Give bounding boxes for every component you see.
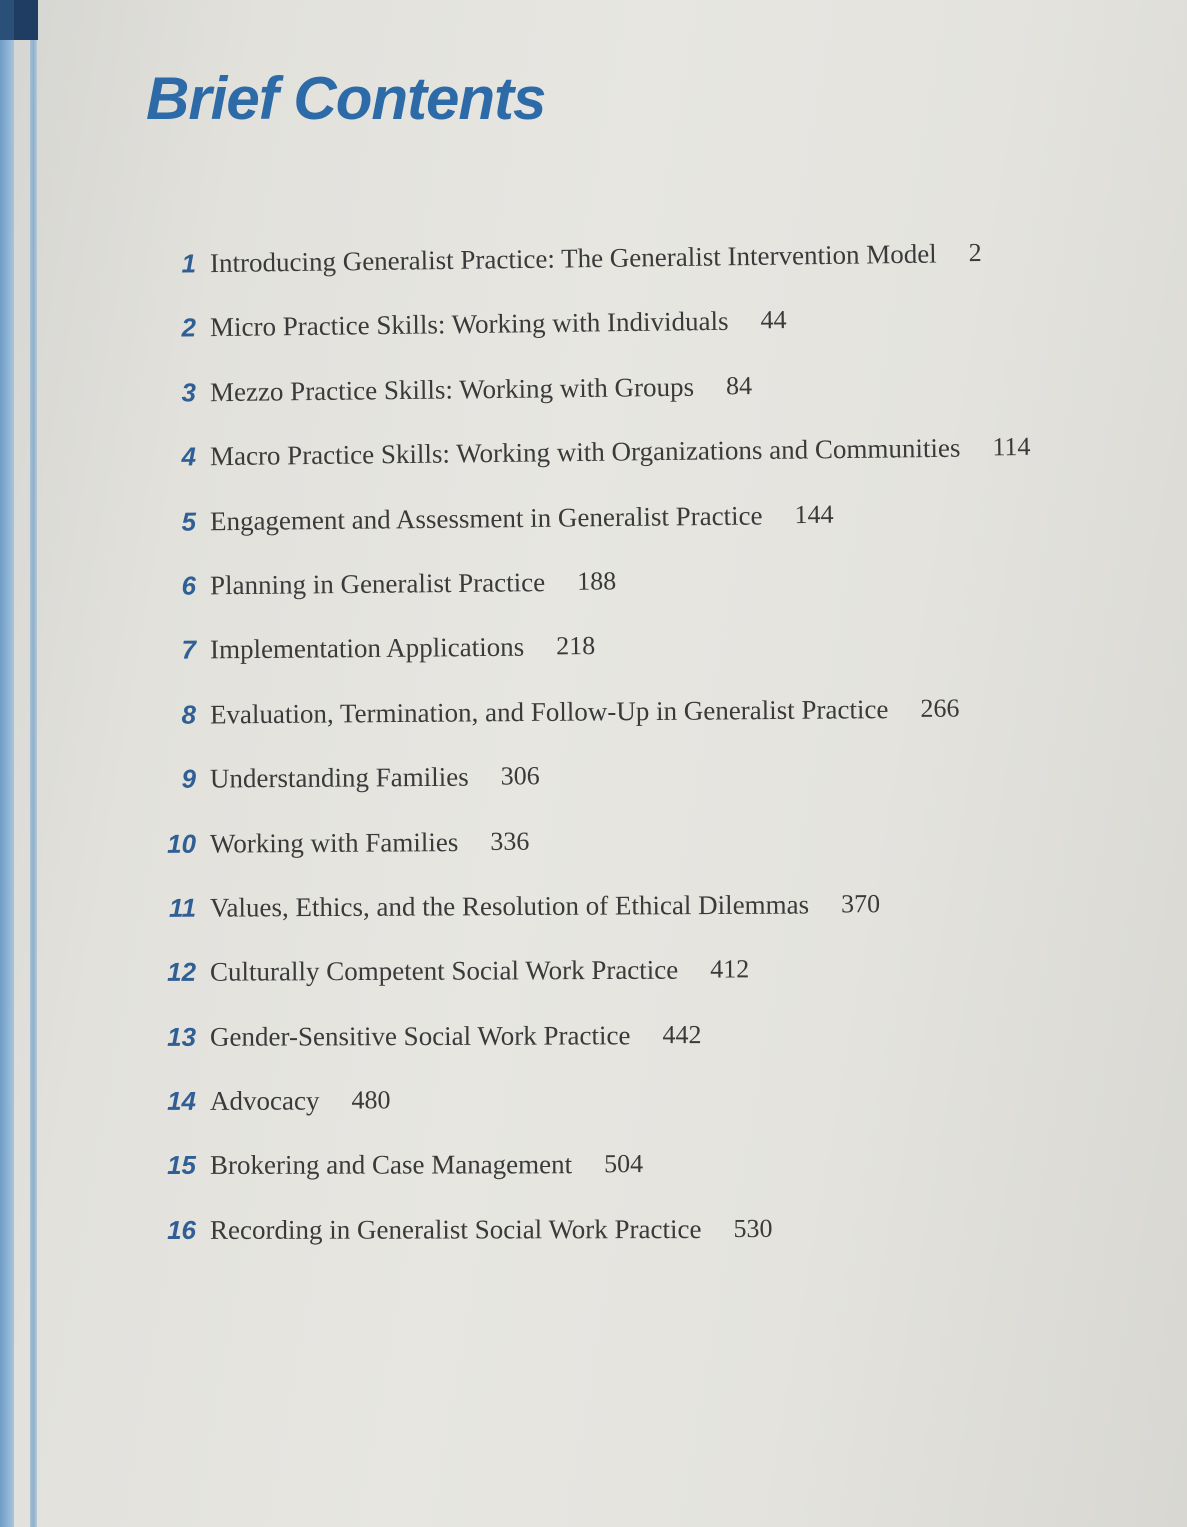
chapter-title[interactable]: Recording in Generalist Social Work Practice: [209, 1213, 702, 1245]
toc-entry[interactable]: [140, 675, 1160, 747]
chapter-page-number: 188: [576, 566, 617, 596]
chapter-number: 7: [181, 634, 197, 665]
chapter-title[interactable]: Brokering and Case Management: [209, 1149, 573, 1181]
chapter-number: 14: [167, 1085, 197, 1116]
chapter-page-number: 144: [794, 499, 834, 529]
toc-entry[interactable]: [140, 479, 1161, 554]
chapter-title[interactable]: Advocacy: [209, 1085, 320, 1116]
chapter-page-number: 2: [968, 238, 982, 268]
toc-entry[interactable]: [140, 414, 1161, 490]
toc-entry[interactable]: [140, 1132, 1160, 1198]
chapter-title[interactable]: Culturally Competent Social Work Practice: [209, 954, 679, 987]
chapter-number: 12: [167, 956, 197, 987]
chapter-title[interactable]: Evaluation, Termination, and Follow-Up in Generalist Practice: [209, 693, 889, 729]
chapter-page-number: 44: [760, 305, 787, 335]
chapter-number: 13: [167, 1021, 197, 1052]
toc-entry[interactable]: [140, 1001, 1160, 1069]
corner-tab-edge: [14, 0, 38, 40]
toc-entry[interactable]: [140, 740, 1160, 812]
chapter-page-number: 412: [710, 954, 750, 984]
chapter-number: 11: [168, 892, 197, 923]
chapter-title[interactable]: Working with Families: [209, 826, 459, 858]
chapter-title[interactable]: Macro Practice Skills: Working with Organizations and Communities: [209, 432, 961, 472]
chapter-page-number: 370: [841, 889, 881, 919]
toc-entry[interactable]: [140, 349, 1161, 425]
chapter-page-number: 504: [604, 1149, 644, 1179]
page-title: Brief Contents: [146, 65, 546, 132]
chapter-title[interactable]: Values, Ethics, and the Resolution of Ethical Dilemmas: [209, 889, 810, 923]
chapter-page-number: 114: [992, 432, 1031, 462]
corner-tab: [0, 0, 38, 40]
chapter-page-number: 480: [351, 1085, 391, 1115]
toc-entry[interactable]: [140, 871, 1160, 941]
chapter-number: 6: [181, 570, 197, 601]
table-of-contents: [140, 232, 1160, 1262]
toc-entry[interactable]: [140, 284, 1161, 361]
chapter-number: 3: [181, 376, 197, 407]
toc-entry[interactable]: [140, 936, 1160, 1005]
chapter-number: 2: [181, 312, 197, 343]
chapter-number: 10: [166, 827, 197, 859]
chapter-number: 16: [167, 1214, 197, 1245]
chapter-title[interactable]: Planning in Generalist Practice: [209, 566, 546, 600]
chapter-page-number: 442: [662, 1019, 702, 1050]
chapter-number: 15: [167, 1150, 197, 1181]
chapter-page-number: 218: [556, 631, 596, 661]
chapter-title[interactable]: Mezzo Practice Skills: Working with Groups: [209, 371, 695, 407]
toc-entry[interactable]: [140, 1066, 1160, 1133]
chapter-title[interactable]: Implementation Applications: [209, 631, 525, 665]
chapter-number: 4: [181, 441, 197, 472]
chapter-number: 5: [181, 505, 197, 536]
spine-rule: [30, 40, 37, 1527]
toc-entry[interactable]: [140, 609, 1161, 682]
chapter-number: 1: [181, 247, 197, 279]
chapter-number: 8: [181, 698, 197, 730]
chapter-title[interactable]: Micro Practice Skills: Working with Individuals: [209, 305, 729, 343]
chapter-page-number: 336: [490, 826, 530, 856]
toc-entry[interactable]: [140, 544, 1161, 618]
chapter-page-number: 306: [500, 761, 540, 791]
chapter-title[interactable]: Understanding Families: [209, 761, 469, 794]
chapter-page-number: 530: [733, 1213, 773, 1244]
chapter-number: 9: [181, 763, 197, 794]
chapter-page-number: 266: [920, 693, 960, 723]
chapter-page-number: 84: [725, 371, 753, 401]
toc-entry[interactable]: [140, 1196, 1160, 1262]
toc-entry[interactable]: [140, 805, 1160, 876]
spine-edge: [0, 0, 14, 1527]
chapter-title[interactable]: Introducing Generalist Practice: The Generalist Intervention Model: [209, 238, 937, 278]
chapter-title[interactable]: Engagement and Assessment in Generalist Practice: [209, 499, 763, 536]
chapter-title[interactable]: Gender-Sensitive Social Work Practice: [209, 1019, 631, 1052]
